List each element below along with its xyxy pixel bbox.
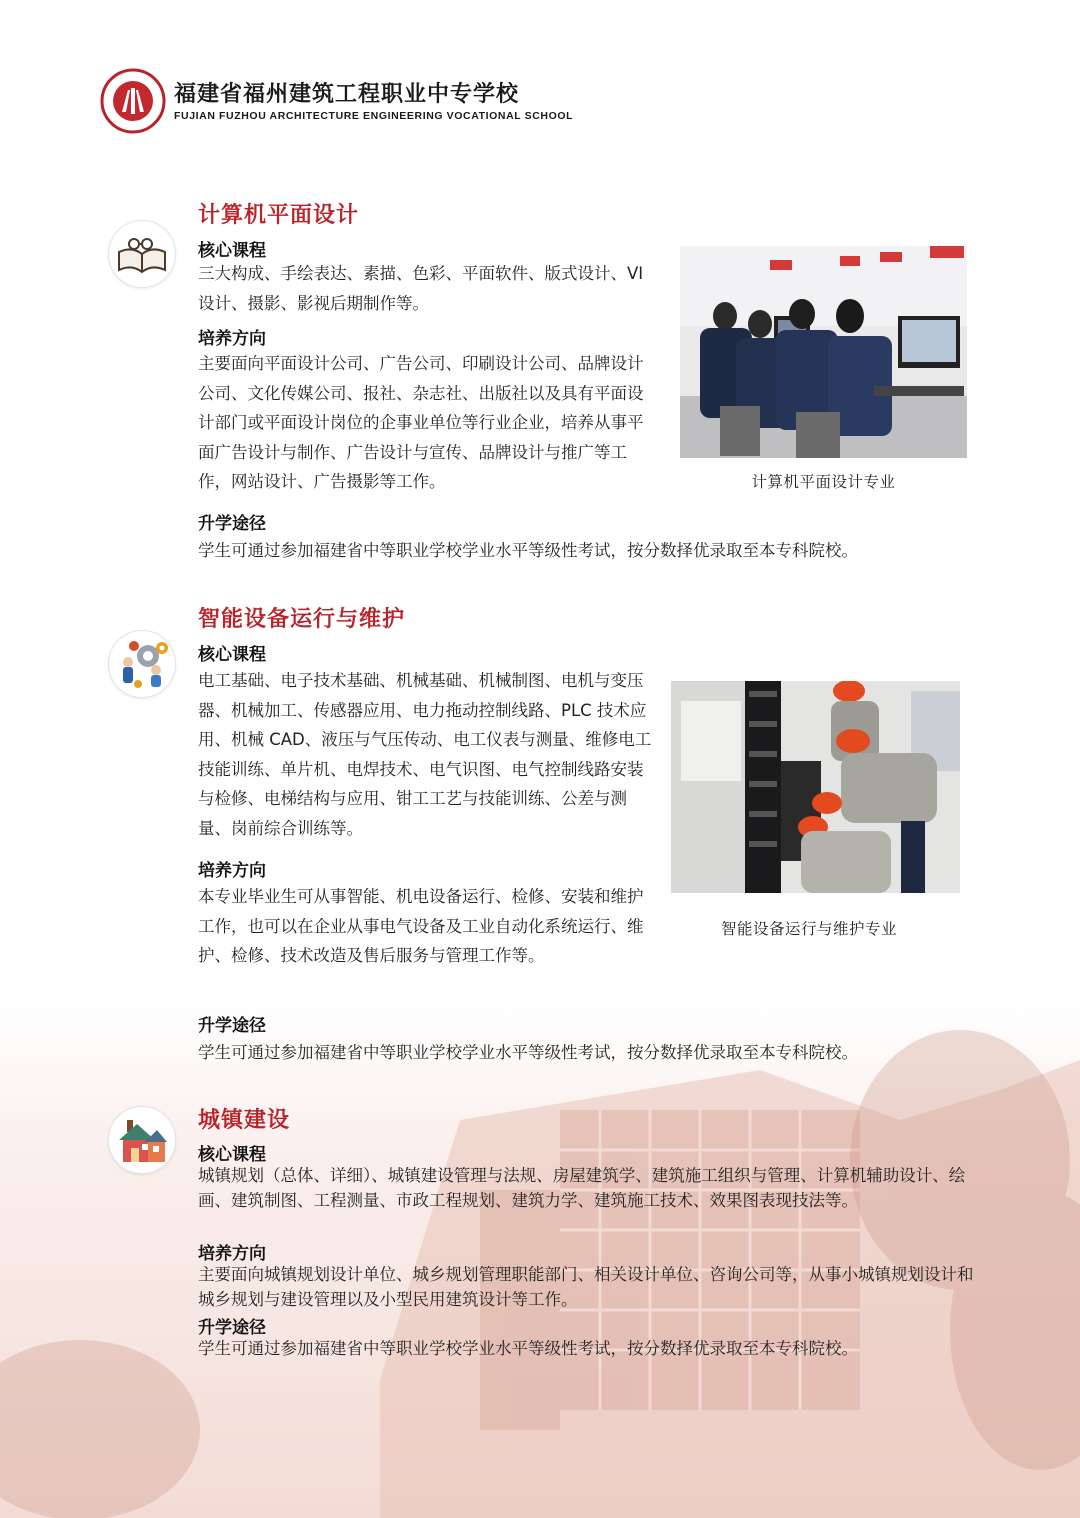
photo-caption: 计算机平面设计专业 [751, 473, 896, 491]
training-direction-heading: 培养方向 [198, 329, 266, 349]
school-name-en: FUJIAN FUZHOU ARCHITECTURE ENGINEERING VOCATIONAL SCHOOL [174, 109, 574, 122]
further-study-text: 学生可通过参加福建省中等职业学校学业水平等级性考试，按分数择优录取至本专科院校。 [198, 1339, 858, 1358]
further-study-text: 学生可通过参加福建省中等职业学校学业水平等级性考试，按分数择优录取至本专科院校。 [198, 1043, 858, 1062]
computer-lab-photo [680, 246, 967, 458]
core-courses-heading: 核心课程 [198, 645, 266, 665]
background-building-illustration [0, 1000, 1080, 1518]
section-title: 计算机平面设计 [198, 203, 360, 228]
section-icon-wrapper [108, 1106, 176, 1174]
core-courses-text: 电工基础、电子技术基础、机械基础、机械制图、电机与变压器、机械加工、传感器应用、电力拖动控制线路、PLC 技术应用、机械 CAD、液压与气压传动、电工仪表与测量、维修电工技能训练、单片机、电焊技术、电气识图、电气控制线路安装与检修、电梯结构与应用、钳工工艺与技能训练、公差与测量、岗前综合训练等。 [198, 671, 652, 838]
equipment-maintenance-photo [671, 681, 960, 893]
photo-caption: 智能设备运行与维护专业 [720, 920, 897, 938]
core-courses-heading: 核心课程 [198, 241, 266, 261]
further-study-heading: 升学途径 [198, 514, 266, 534]
school-logo-icon [100, 68, 166, 134]
section-title: 智能设备运行与维护 [198, 607, 406, 632]
section-title: 城镇建设 [198, 1108, 291, 1133]
gears-workers-icon [114, 638, 170, 690]
core-courses-heading: 核心课程 [198, 1145, 266, 1165]
further-study-heading: 升学途径 [198, 1318, 266, 1338]
training-direction-heading: 培养方向 [198, 1244, 266, 1264]
further-study-text: 学生可通过参加福建省中等职业学校学业水平等级性考试，按分数择优录取至本专科院校。 [198, 541, 858, 560]
training-direction-heading: 培养方向 [198, 861, 266, 881]
core-courses-text: 城镇规划（总体、详细）、城镇建设管理与法规、房屋建筑学、建筑施工组织与管理、计算机辅助设计、绘画、建筑制图、工程测量、市政工程规划、建筑力学、建筑施工技术、效果图表现技法等。 [198, 1166, 966, 1210]
core-courses-text: 三大构成、手绘表达、素描、色彩、平面软件、版式设计、VI 设计、摄影、影视后期制作等。 [198, 264, 644, 313]
training-direction-text: 主要面向平面设计公司、广告公司、印刷设计公司、品牌设计公司、文化传媒公司、报社、杂志社、出版社以及具有平面设计部门或平面设计岗位的企事业单位等行业企业，培养从事平面广告设计与制作、广告设计与宣传、品牌设计与推广等工作，网站设计、广告摄影等工作。 [198, 354, 644, 492]
section-icon-wrapper [108, 630, 176, 698]
page-header [100, 68, 573, 134]
section-icon-wrapper [108, 220, 176, 288]
houses-icon [117, 1116, 167, 1164]
further-study-heading: 升学途径 [198, 1016, 266, 1036]
training-direction-text: 本专业毕业生可从事智能、机电设备运行、检修、安装和维护工作，也可以在企业从事电气设备及工业自动化系统运行、维护、检修、技术改造及售后服务与管理工作等。 [198, 887, 644, 966]
open-book-glasses-icon [115, 232, 169, 276]
school-name-cn: 福建省福州建筑工程职业中专学校 [174, 81, 520, 107]
training-direction-text: 主要面向城镇规划设计单位、城乡规划管理职能部门、相关设计单位、咨询公司等，从事小城镇规划设计和城乡规划与建设管理以及小型民用建筑设计等工作。 [198, 1265, 974, 1309]
